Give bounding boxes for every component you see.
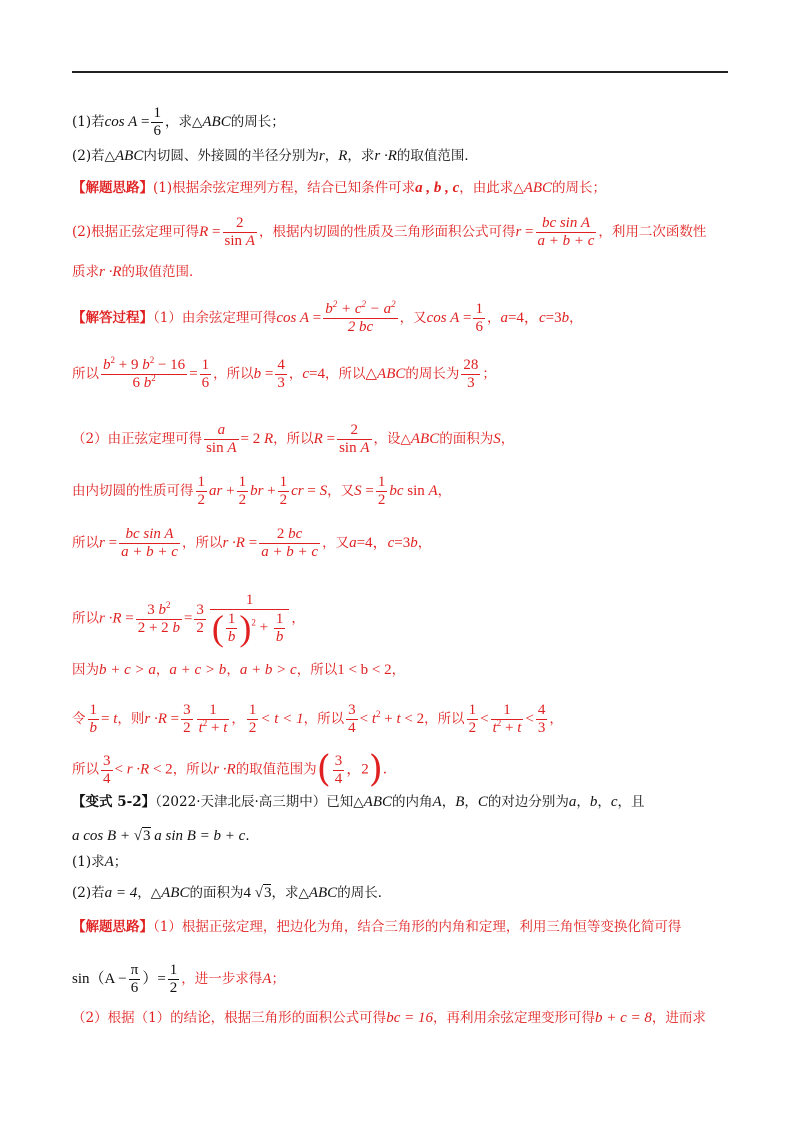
text: ，: [155, 662, 170, 678]
fraction: $\frac{2}{\text{sin A}}$: [224, 215, 255, 249]
variant-equation: a cos B + √3 a sin B = b + c．: [72, 828, 259, 844]
var: A: [104, 854, 114, 870]
var: A: [432, 794, 442, 810]
text: 质求: [72, 264, 99, 280]
value: =4: [309, 366, 326, 382]
text: ，: [391, 662, 406, 678]
inequality: b + c > a: [99, 662, 156, 678]
answer-line-3: （2）由正弦定理可得 $\frac{a}{\text{sin A}}$ = 2 R，所以R = $\frac{2}{\text{sin A}}$ ，设△ABC的面积为S，: [72, 422, 515, 456]
text: ，又: [399, 310, 427, 326]
tag: 【变式 5-2】: [72, 794, 156, 810]
problem-part-2: [72, 146, 478, 166]
var: c: [610, 794, 618, 810]
text: (2)根据正弦定理可得: [72, 224, 200, 240]
solution-idea-2: (2)根据正弦定理可得R = $\frac{2}{\text{sin A}}$ ，根据内切圆的性质及三角形面积公式可得r = $\frac{\text{bc sin A}}{a + b + c}$ ，利用二次函数性: [72, 215, 707, 249]
text: ，所以: [296, 662, 338, 678]
var: C: [477, 794, 488, 810]
inequality-result: 1 < b < 2: [337, 662, 392, 678]
text: 的内角: [392, 794, 433, 810]
var: B: [455, 794, 465, 810]
text: ；: [113, 854, 128, 870]
text: ，再利用余弦定理变形可得: [432, 1010, 595, 1026]
text: ，所以: [424, 711, 465, 727]
text: ，根据内切圆的性质及三角形面积公式可得: [258, 224, 516, 240]
answer-line-9: 所以 $\frac{3}{4}$ < r ·R < 2，所以r ·R的取值范围为( $\frac{3}{4}$ ，2).: [72, 749, 388, 790]
solution-idea-3: 质求r ·R的取值范围．: [72, 264, 203, 280]
variant-solution-idea-3: [72, 1008, 706, 1028]
vars: a , b , c: [415, 180, 460, 196]
variant-header: 【变式 5-2】（2022·天津北辰·高三期中）已知△ABC的内角A，B，C的对边分别为a，b，c，且: [72, 794, 645, 810]
text: （2022·天津北辰·高三期中）已知△: [155, 794, 364, 810]
text: 内切圆、外接圆的半径分别为: [143, 148, 319, 164]
answer-line-2: 所以 $\frac{b^2 + 9 b^2 - 16}{6 b^2}$ = $\frac{1}{6}$ ，所以b = $\frac{4}{3}$ ，c=4，所以△ABC的周长为 $\frac{28}{3}$ ；: [72, 355, 496, 391]
text: 的周长为: [405, 366, 460, 382]
value: =4，: [356, 535, 388, 551]
text: （1）由余弦定理可得: [153, 310, 277, 326]
fraction: $\frac{1}{6}$: [475, 301, 483, 335]
var: A: [262, 971, 272, 987]
var: b: [410, 535, 418, 551]
text: 的取值范围为: [235, 761, 317, 778]
text: ，: [549, 711, 563, 727]
text: ）=: [142, 971, 166, 987]
text: （1）根据正弦定理，把边化为角，结合三角形的内角和定理，利用三角恒等变换化简可得: [153, 919, 682, 935]
value: =4，: [507, 310, 539, 326]
text: ，且: [617, 794, 645, 810]
triangle: ABC: [161, 885, 190, 901]
text: 的周长；: [230, 114, 285, 130]
text: 所以: [72, 761, 99, 778]
tag: 【解题思路】: [72, 180, 153, 196]
inequality: < t < 1: [260, 711, 304, 727]
text: ，设△: [373, 431, 411, 447]
text: ；: [271, 971, 285, 987]
inequality: a + c > b: [169, 662, 227, 678]
var: a: [349, 535, 357, 551]
label: (1)若: [72, 114, 105, 130]
text: (1)求: [72, 854, 105, 870]
variant-part-1: [72, 852, 127, 872]
equation: bc = 16: [386, 1010, 433, 1026]
solution-idea-1: [72, 178, 606, 198]
triangle: ABC: [115, 148, 144, 164]
eq-right: a sin B = b + c: [154, 828, 246, 844]
triangle: ABC: [202, 114, 231, 130]
text: ；: [482, 366, 496, 382]
text: 的周长．: [337, 885, 392, 901]
problem-part-1: (1)若cos A = $\frac{1}{6}$ ，求△ABC的周长；: [72, 105, 285, 139]
var: b: [561, 310, 570, 326]
text: ，求△: [271, 885, 309, 901]
value: =3: [394, 535, 411, 551]
condition: a = 4: [104, 885, 138, 901]
tag: 【解答过程】: [72, 310, 153, 326]
text: 因为: [72, 662, 99, 678]
text: ，: [569, 310, 583, 326]
variant-solution-idea-2: sin（A − $\frac{\pi}{6}$ ）= $\frac{1}{2}$ ，进一步求得A；: [72, 962, 285, 996]
text: ，所以: [181, 535, 223, 551]
text: ，进一步求得: [181, 971, 263, 987]
fraction: $\frac{b^2 + 9 b^2 - 16}{6 b^2}$: [103, 355, 186, 391]
text: 由内切圆的性质可得: [72, 483, 194, 499]
text: ，: [437, 483, 452, 499]
text: 所以: [72, 610, 99, 627]
var-R: R: [338, 148, 348, 164]
fraction: $\frac{28}{3}$: [463, 357, 479, 391]
variant-solution-idea-1: [72, 917, 681, 937]
text: ，则: [117, 711, 145, 727]
var: c: [387, 535, 395, 551]
var: c: [302, 366, 310, 382]
sqrt-arg: 3: [143, 828, 151, 844]
pi: π: [130, 962, 139, 978]
text: ，由此求△: [459, 180, 524, 196]
text: （2）由正弦定理可得: [72, 431, 203, 447]
text: ，所以: [213, 366, 254, 382]
fraction: $\frac{2}{\text{sin A}}$: [339, 422, 370, 456]
text: ，: [500, 431, 515, 447]
area-coef: 4: [243, 885, 251, 901]
var-r: r: [318, 148, 325, 164]
answer-line-6: 所以r ·R = $\frac{3 b^2}{2 + 2 b}$ = $\frac{3}{2}$ 1 ( $\frac{1}{b}$ )$^2$ + $\frac{1}{b}$ ，: [72, 592, 305, 648]
answer-line-7: 因为b + c > a，a + c > b，a + b > c，所以1 < b < 2，: [72, 662, 406, 678]
text: ，所以: [273, 431, 314, 447]
text: 的对边分别为: [487, 794, 569, 810]
variant-part-2: (2)若a = 4，△ABC的面积为4 √3，求△ABC的周长．: [72, 885, 392, 901]
text: 的取值范围．: [121, 264, 203, 280]
text: 的面积为: [439, 431, 494, 447]
fraction: $\frac{4}{3}$: [277, 357, 285, 391]
text: ，: [441, 794, 456, 810]
text: 所以: [72, 366, 99, 382]
text: ，进而求: [651, 1010, 706, 1026]
text: ，利用二次函数性: [598, 224, 707, 240]
text: ，求: [347, 148, 375, 164]
answer-line-4: 由内切圆的性质可得 $\frac{1}{2}$ ar + $\frac{1}{2}$ br + $\frac{1}{2}$ cr = S，又S = $\frac{1}{2}$ bc sin A，: [72, 474, 452, 508]
answer-line-8: 令 $\frac{1}{b}$ = t，则r ·R = $\frac{3}{2}$ $\frac{1}{t^2 + t}$ ， $\frac{1}{2}$ < t < 1，所以 $\frac{3}{4}$ < $t^2 + t < 2$，所以 $\frac{1}{2}$ < $\frac{1}{t^2 + t}$ < $\frac{4}{3}$ ，: [72, 702, 563, 736]
answer-line-1: 【解答过程】（1）由余弦定理可得cos A = $\frac{b^2 + c^2 - a^2}{2 bc}$ ，又cos A = $\frac{1}{6}$ ，a=4，c=3b，: [72, 299, 583, 335]
sqrt-arg: 3: [263, 885, 272, 901]
value: =3: [545, 310, 562, 326]
answer-line-5: 所以r = $\frac{\text{bc sin A}}{a + b + c}$ ，所以r ·R = $\frac{2 bc}{a + b + c}$ ，又a=4，c=3b，: [72, 526, 432, 560]
text: ，求△: [164, 114, 203, 130]
triangle: △ABC: [365, 366, 406, 382]
triangle: ABC: [410, 431, 440, 447]
sin-expr: sin（A −: [72, 971, 127, 987]
var: a: [568, 794, 577, 810]
tag: 【解题思路】: [72, 919, 153, 935]
triangle: ABC: [363, 794, 393, 810]
fraction: $\frac{b^2 + c^2 - a^2}{2 bc}$: [325, 299, 396, 335]
text: 的取值范围．: [396, 148, 478, 164]
var: a: [500, 310, 508, 326]
text: 的面积为: [189, 885, 244, 901]
inequality: a + b > c: [239, 662, 297, 678]
var: b: [589, 794, 598, 810]
fraction: $\frac{1}{6}$: [153, 105, 161, 139]
text: (2)若: [72, 885, 105, 901]
text: ，又: [327, 483, 355, 499]
text: ，: [324, 148, 339, 164]
var-S: S: [493, 431, 501, 447]
text: ．: [245, 828, 259, 844]
fraction: $\frac{\text{bc sin A}}{a + b + c}$: [537, 215, 595, 249]
eq-left: a cos B +: [72, 828, 131, 844]
product-rR: r ·R: [374, 148, 397, 164]
text: ，所以: [303, 711, 345, 727]
nested-fraction: 1 ( $\frac{1}{b}$ )$^2$ + $\frac{1}{b}$: [210, 592, 289, 646]
text: .: [382, 761, 388, 778]
text: 所以: [72, 535, 99, 551]
text: ，所以: [172, 761, 214, 778]
text: 的周长；: [552, 180, 607, 196]
fraction: $\frac{a}{\text{sin A}}$: [206, 422, 237, 456]
fraction: $\frac{1}{6}$: [201, 357, 210, 391]
equation: b + c = 8: [594, 1010, 652, 1026]
text: ，所以: [325, 366, 366, 382]
var: c: [538, 310, 546, 326]
header-rule: [72, 71, 728, 73]
text: （2）根据（1）的结论，根据三角形的面积公式可得: [72, 1010, 387, 1026]
text: ，又: [322, 535, 350, 551]
label: (2)若△: [72, 148, 116, 164]
text: 令: [72, 711, 86, 727]
text: ，△: [137, 885, 162, 901]
text: ，: [291, 610, 305, 627]
den: 6: [129, 979, 141, 997]
triangle: ABC: [523, 180, 553, 196]
text: ，: [417, 535, 432, 551]
text: ，: [231, 711, 245, 727]
text: (1)根据余弦定理列方程，结合已知条件可求: [153, 180, 416, 196]
